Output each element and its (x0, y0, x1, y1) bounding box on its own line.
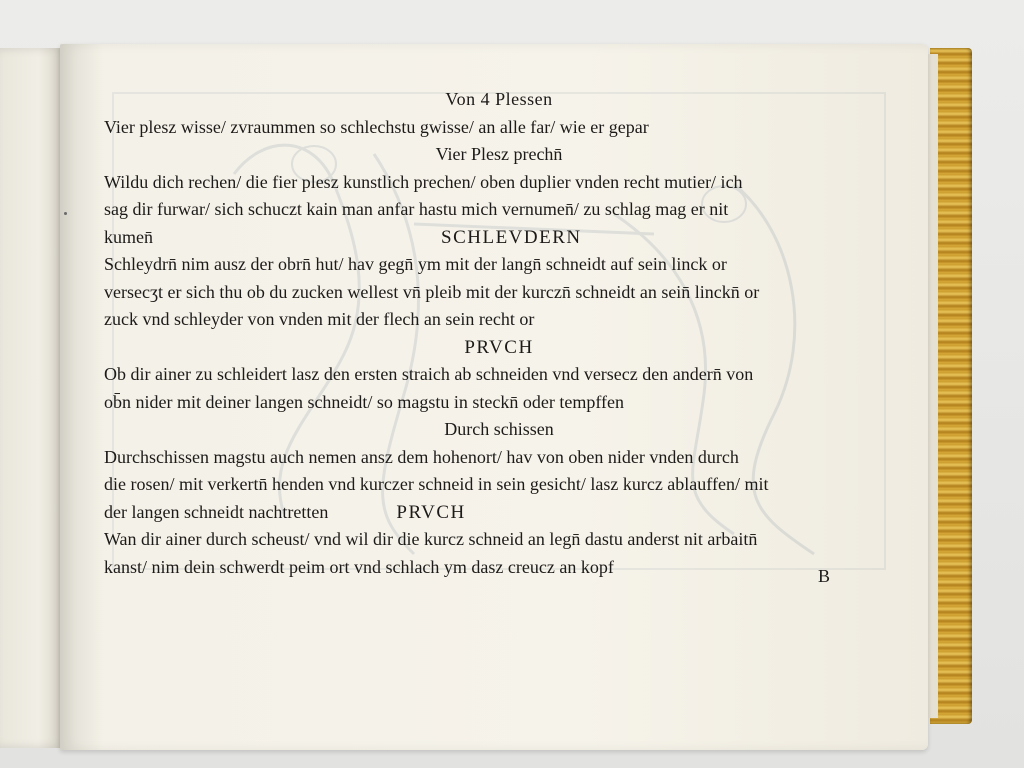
text-line (104, 444, 894, 472)
text-line (104, 526, 894, 554)
margin-speck (64, 212, 67, 215)
text-line-content: Schleydrn̄ nim ausz der obrn̄ hut/ hav gegn̄ ym mit der langn̄ schneidt auf sein linck or (104, 254, 727, 274)
text-line (104, 334, 894, 362)
text-line (104, 389, 894, 417)
text-line-content: versecʒt er sich thu ob du zucken wellest vn̄ pleib mit der kurczn̄ schneidt an sein̄ linckn̄ or (104, 281, 760, 302)
text-line (104, 114, 894, 142)
text-line-content: zuck vnd schleyder von vnden mit der flech an sein recht or (104, 309, 535, 329)
text-line-content: ob̄n nider mit deiner langen schneidt/ so magstu in steckn̄ oder tempffen (104, 391, 625, 412)
text-line-content: Wan dir ainer durch scheust/ vnd wil dir die kurcz schneid an legn̄ dastu anderst nit arbaitn̄ (104, 529, 758, 549)
text-line (104, 306, 894, 334)
text-line (104, 279, 894, 307)
section-heading: SCHLEVDERN (441, 226, 582, 248)
text-line-content: Wildu dich rechen/ die fier plesz kunstlich prechen/ oben duplier vnden recht mutier/ ich (104, 171, 743, 192)
text-lines (104, 114, 894, 582)
text-line (104, 499, 894, 527)
text-line (104, 141, 894, 169)
text-line (104, 416, 894, 444)
text-line (104, 169, 894, 197)
text-line-content: Vier plesz wisse/ zvraummen so schlechstu gwisse/ an alle far/ wie er gepar (104, 116, 649, 137)
page-title: Von 4 Plessen (445, 89, 553, 109)
section-heading: PRVCH (396, 501, 466, 523)
text-line-content: PRVCH (464, 336, 534, 358)
text-line-content: Durchschissen magstu auch nemen ansz dem hohenort/ hav von oben nider vnden durch (104, 446, 739, 467)
text-line (104, 471, 894, 499)
text-line (104, 361, 894, 389)
text-line-content: kumen̄ (104, 226, 153, 247)
text-line-content: Vier Plesz prechn̄ (435, 144, 563, 164)
text-line (104, 224, 894, 252)
text-line-content: Ob dir ainer zu schleidert lasz den ersten straich ab schneiden vnd versecz den andern̄ von (104, 364, 754, 384)
text-line-content: Durch schissen (444, 419, 554, 439)
text-line (104, 196, 894, 224)
left-page (0, 48, 64, 748)
text-line (104, 554, 894, 582)
text-line-content: sag dir furwar/ sich schuczt kain man anfar hastu mich vernumen̄/ zu schlag mag er nit (104, 199, 729, 219)
text-line-content: der langen schneidt nachtretten (104, 501, 329, 522)
signature-mark: B (818, 566, 831, 586)
text-line (104, 251, 894, 279)
text-line-content: die rosen/ mit verkertn̄ henden vnd kurczer schneid in sein gesicht/ lasz kurcz ablauffen/ mit (104, 474, 769, 494)
text-line-content: kanst/ nim dein schwerdt peim ort vnd schlach ym dasz creucz an kopf (104, 556, 614, 577)
page-text-block (104, 86, 894, 581)
